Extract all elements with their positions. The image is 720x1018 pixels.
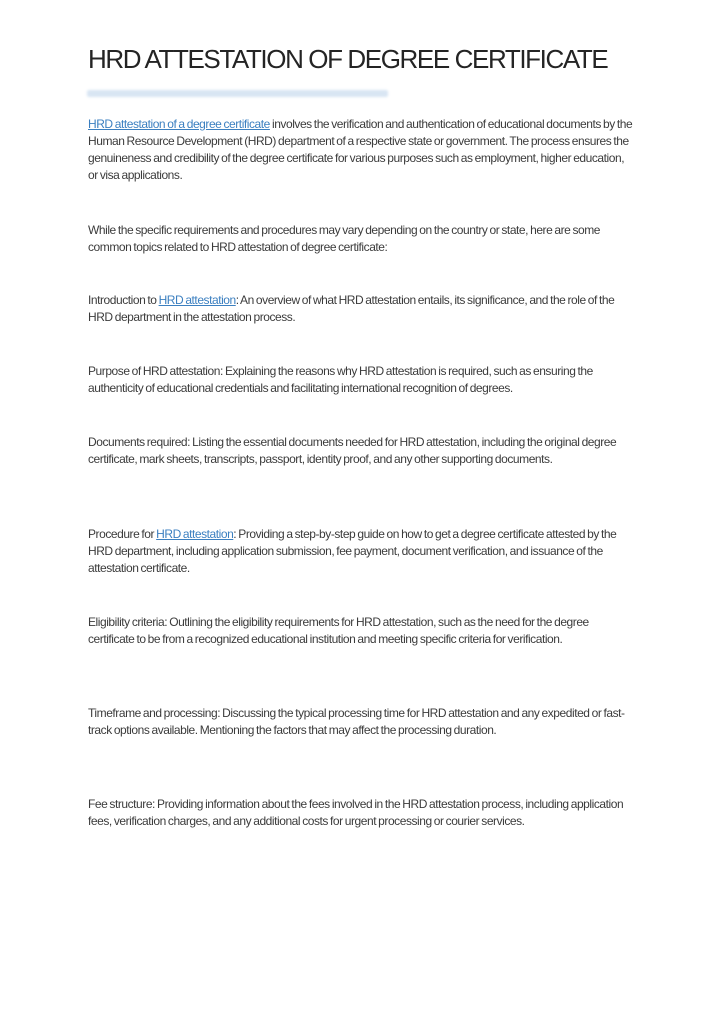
paragraph-purpose xyxy=(88,363,635,397)
hyperlink-hrd-attestation[interactable]: HRD attestation xyxy=(156,527,234,541)
paragraph-overview xyxy=(88,222,635,256)
paragraph-text: Timeframe and processing: Discussing the typical processing time for HRD attestation and any expedited or fast-track options available. Mentioning the factors that may affect the processing duration. xyxy=(88,706,625,737)
paragraph-text: Introduction to xyxy=(88,293,159,307)
paragraph-intro xyxy=(88,116,635,184)
paragraph-text: Fee structure: Providing information about the fees involved in the HRD attestation process, including application fees, verification charges, and any additional costs for urgent processing or courier services. xyxy=(88,797,624,828)
paragraph-text: Procedure for xyxy=(88,527,157,541)
hyperlink-hrd-attestation[interactable]: HRD attestation xyxy=(158,293,236,307)
document-title: HRD ATTESTATION OF DEGREE CERTIFICATE xyxy=(88,44,608,74)
hyperlink-hrd-attestation[interactable]: HRD attestation of a degree certificate xyxy=(88,117,270,131)
paragraph-text: Eligibility criteria: Outlining the eligibility requirements for HRD attestation, such as the need for the degree certificate to be from a recognized educational institution and meeting specific criteria for verification. xyxy=(88,615,589,646)
paragraph-text: : An overview of what HRD attestation entails, its significance, and the role of the HRD department in the attestation process. xyxy=(88,293,615,324)
paragraph-timeframe xyxy=(88,705,635,739)
paragraph-text: While the specific requirements and procedures may vary depending on the country or state, here are some common topics related to HRD attestation of degree certificate: xyxy=(88,223,601,254)
paragraph-text: Documents required: Listing the essential documents needed for HRD attestation, including the original degree certificate, mark sheets, transcripts, passport, identity proof, and any other supporting documents. xyxy=(88,435,617,466)
paragraph-fee-structure xyxy=(88,796,635,830)
paragraph-text: : Providing a step-by-step guide on how to get a degree certificate attested by the HRD department, including application submission, fee payment, document verification, and issuance of the attestation certificate. xyxy=(88,527,617,575)
faded-highlight-artifact xyxy=(87,90,388,97)
paragraph-documents-required xyxy=(88,434,635,468)
paragraph-text: Purpose of HRD attestation: Explaining the reasons why HRD attestation is required, such as ensuring the authenticity of educational credentials and facilitating international recognition of degrees. xyxy=(88,364,593,395)
paragraph-eligibility xyxy=(88,614,635,648)
paragraph-introduction-topic xyxy=(88,292,635,326)
paragraph-procedure xyxy=(88,526,635,577)
paragraph-text: involves the verification and authentication of educational documents by the Human Resource Development (HRD) department of a respective state or government. The process ensures the genuineness and credibility of the degree certificate for various purposes such as employment, higher education, or visa applications. xyxy=(88,117,633,182)
